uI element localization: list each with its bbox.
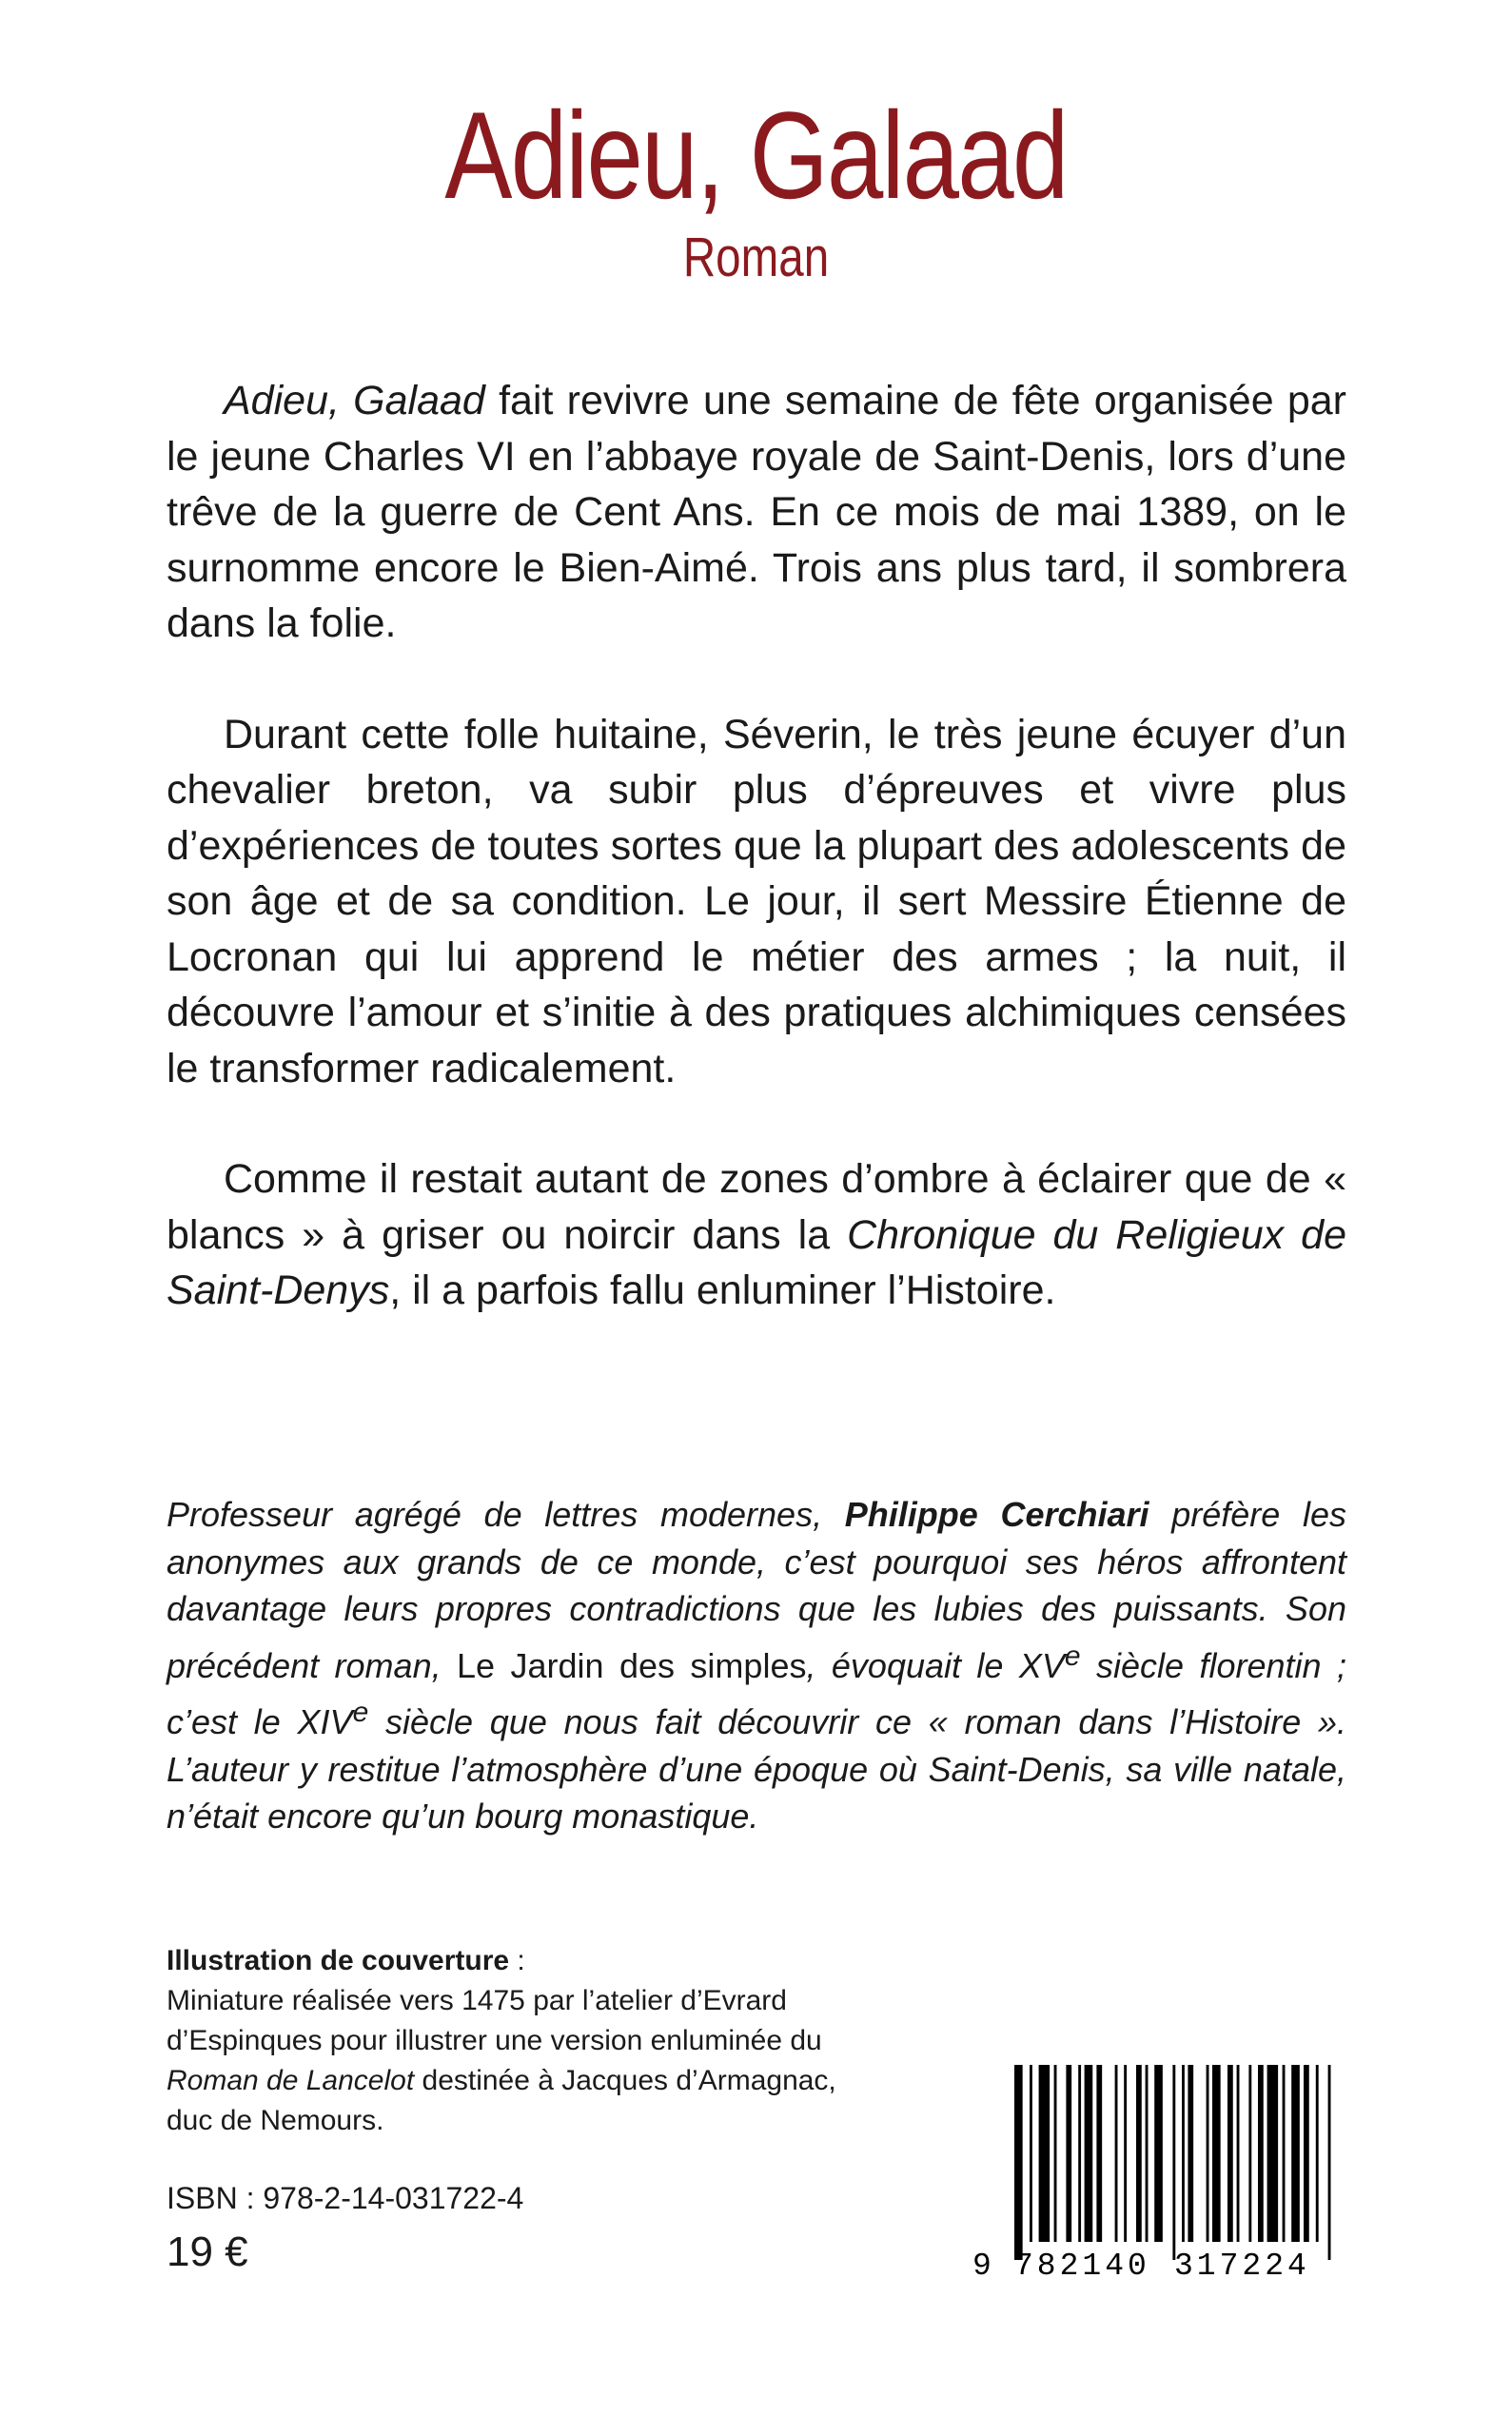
price: 19 € [167,2229,248,2275]
blurb-paragraph-1 [167,373,1346,652]
barcode-bar [1304,2065,1309,2242]
credits-colon: : [509,1945,525,1976]
barcode-bar [1207,2065,1209,2242]
barcode-bar [1258,2065,1264,2242]
author-previous-book: Le Jardin des simples [457,1645,807,1685]
barcode-bar [1014,2065,1023,2260]
blurb-p3-text-b: , il a parfois fallu enluminer l’Histoire. [389,1267,1056,1313]
barcode-bar [1115,2065,1118,2242]
barcode-bar [1291,2065,1300,2242]
isbn: ISBN : 978-2-14-031722-4 [167,2181,524,2215]
blurb-title-italic: Adieu, Galaad [224,378,485,423]
barcode-bar [1066,2065,1071,2242]
blurb-paragraph-3 [167,1151,1346,1319]
credits-text-b: destinée à Jacques d’Armagnac, duc de Nemours. [167,2065,836,2136]
barcode-bar [1237,2065,1240,2242]
barcode-bar [1316,2065,1319,2242]
barcode-left-group: 782140 [1014,2249,1150,2284]
credits-text-a: Miniature réalisée vers 1475 par l’atelier d’Evrard d’Espinques pour illustrer une version enluminée du [167,1985,822,2056]
blurb-paragraph-2: Durant cette folle huitaine, Séverin, le très jeune écuyer d’un chevalier breton, va subir plus d’épreuves et vivre plus d’expériences de toutes sortes que la plupart des adolescents de son âge et de sa condition. Le jour, il sert Messire Étienne de Locronan qui lui apprend le métier des armes ; la nuit, il découvre l’amour et s’initie à des pratiques alchimiques censées le transformer radicalement. [167,711,1346,1091]
century-superscript-1: e [1064,1640,1081,1672]
credits-book-italic: Roman de Lancelot [167,2065,415,2096]
cover-illustration-credits [167,1941,890,2141]
barcode-bar [1146,2065,1149,2242]
century-superscript-2: e [352,1697,369,1728]
author-bio-text-e: siècle que nous fait découvrir ce « roman dans l’Histoire ». L’auteur y restitue l’atmosphère d’une époque où Saint-Denis, sa ville natale, n’était encore qu’un bourg monastique. [167,1702,1346,1836]
barcode-bar [1096,2065,1102,2242]
author-bio-text-c: , évoquait le XV [806,1645,1065,1685]
barcode-bar [1039,2065,1051,2242]
barcode-bar [1136,2065,1142,2242]
barcode-bar [1212,2065,1221,2242]
book-title: Adieu, Galaad [444,86,1068,225]
author-bio [167,1491,1346,1840]
barcode-bar [1248,2065,1251,2242]
barcode-bar [1172,2065,1175,2260]
barcode-bar [1182,2065,1185,2242]
blurb-p1-text: fait revivre une semaine de fête organisée par le jeune Charles VI en l’abbaye royale de Saint-Denis, lors d’une trêve de la guerre de Cent Ans. En ce mois de mai 1389, on le surnomme encore le Bien-Aimé. Trois ans plus tard, il sombrera dans la folie. [167,378,1346,646]
barcode-bar [1054,2065,1057,2242]
back-cover-blurb [167,373,1346,1374]
author-bio-text-a: Professeur agrégé de lettres modernes, [167,1495,845,1534]
barcode-bar [1227,2065,1233,2242]
author-bio-text-b: préfère les anonymes aux grands de ce monde, c’est pourquoi ses héros affrontent davantage leurs propres contradictions que les lubies des puissants. Son précédent roman, [167,1495,1347,1685]
barcode-lead-digit: 9 [972,2249,992,2284]
barcode-bar [1154,2065,1163,2242]
blurb-p3-text-a: Comme il restait autant de zones d’ombre à éclairer que de « blancs » à griser ou noircir dans la [167,1156,1346,1258]
barcode-bar [1267,2065,1279,2242]
credits-label: Illustration de couverture [167,1945,510,1976]
book-subtitle: Roman [682,226,830,288]
author-name: Philippe Cerchiari [844,1495,1149,1534]
barcode-bar [1078,2065,1081,2242]
barcode-bar [1328,2065,1331,2260]
barcode-bar [1188,2065,1193,2242]
barcode-right-group: 317224 [1174,2249,1310,2284]
barcode-bar [1085,2065,1093,2242]
barcode-bar [1030,2065,1032,2242]
author-bio-text-d: siècle florentin ; c’est le XIV [167,1645,1346,1741]
blurb-p3-chronicle-italic: Chronique du Religieux de Saint-Denys [167,1211,1346,1313]
barcode-bars [972,2065,1334,2265]
barcode-bar [1124,2065,1127,2242]
barcode-bar [1283,2065,1286,2242]
